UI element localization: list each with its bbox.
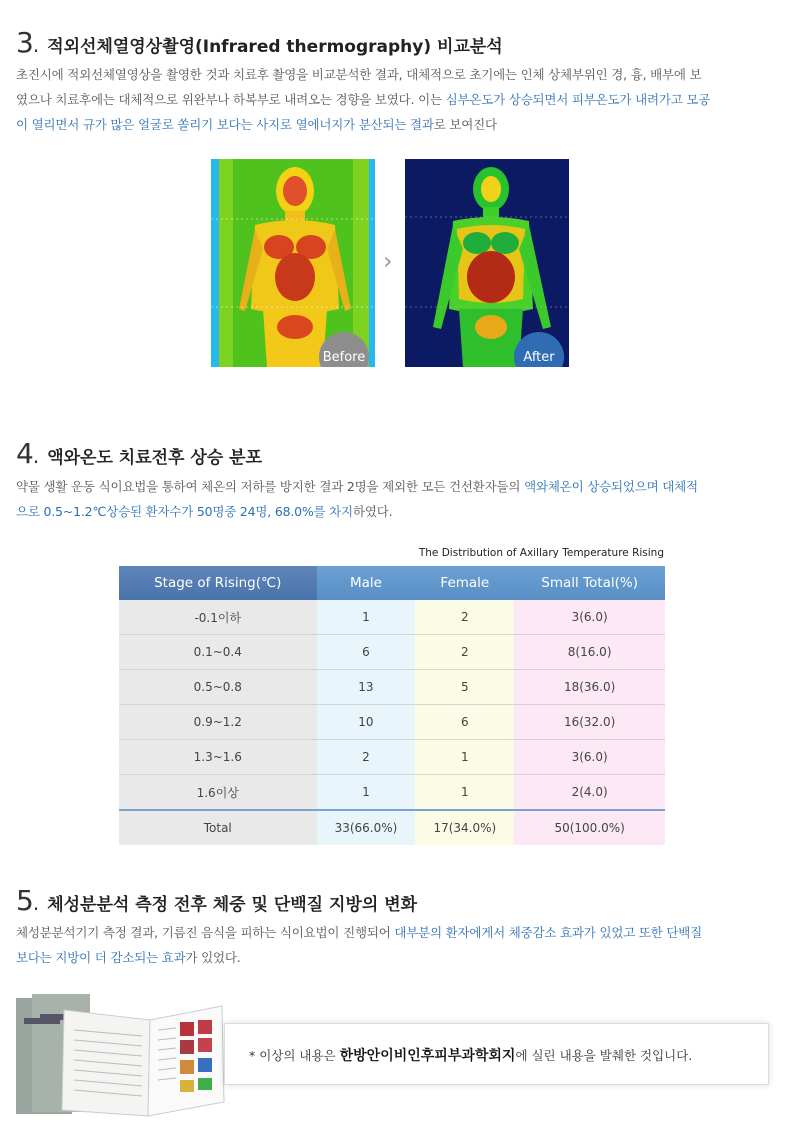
table-total-row (119, 810, 665, 845)
axillary-temperature-table (119, 566, 665, 845)
table-cell: 33(66.0%) (317, 810, 416, 845)
source-note (249, 1045, 692, 1065)
text-span: 약물 생활 운동 식이요법을 통하여 체온의 저하를 방지한 결과 2명을 제외한 모든 건선환자들의 (16, 479, 525, 494)
table-cell: 2 (415, 600, 514, 635)
section-number: 3 (16, 26, 33, 59)
section-dot: . (32, 444, 40, 468)
paragraph-line (16, 112, 771, 137)
paragraph-line (16, 920, 771, 945)
table-cell: Total (119, 810, 317, 845)
text-span: 가 있었다. (185, 950, 241, 965)
section-dot: . (32, 33, 40, 57)
table-cell: 2 (317, 740, 416, 775)
section-heading: 적외선체열영상촬영(Infrared thermography) 비교분석 (47, 37, 503, 57)
before-badge: Before (319, 332, 369, 367)
table-cell: 0.1~0.4 (119, 635, 317, 670)
section-5-title (16, 884, 417, 917)
paragraph-line: 초진시에 적외선체열영상을 촬영한 것과 치료후 촬영을 비교분석한 결과, 대체적으로 초기에는 인체 상체부위인 경, 흉, 배부에 보 (16, 67, 702, 82)
table-cell: 13 (317, 670, 416, 705)
column-header: Small Total(%) (514, 566, 665, 600)
paragraph-line (16, 945, 771, 970)
thermogram-after (405, 159, 569, 367)
table-cell: 1 (317, 600, 416, 635)
chevron-right-icon: › (383, 247, 393, 275)
table-row (119, 635, 665, 670)
table-cell: 18(36.0) (514, 670, 665, 705)
highlight-text: 으로 0.5~1.2℃상승된 환자수가 50명중 24명, 68.0%를 차지 (16, 504, 353, 519)
text-span: 에 실린 내용을 발췌한 것입니다. (515, 1048, 693, 1063)
table-cell: 16(32.0) (514, 705, 665, 740)
section-3-title (16, 26, 503, 59)
paragraph-line (16, 87, 771, 112)
table-cell: 10 (317, 705, 416, 740)
column-header: Female (415, 566, 514, 600)
table-cell: 1.6이상 (119, 775, 317, 811)
table-cell: 17(34.0%) (415, 810, 514, 845)
section-number: 5 (16, 884, 33, 917)
text-span: 로 보여진다 (433, 117, 497, 132)
table-cell: 1 (415, 740, 514, 775)
text-span: 였으나 치료후에는 대체적으로 위완부나 하복부로 내려오는 경향을 보였다. 이는 (16, 92, 446, 107)
table-row (119, 740, 665, 775)
table-caption: The Distribution of Axillary Temperature Rising (418, 547, 664, 559)
table-row (119, 600, 665, 635)
after-badge: After (514, 332, 564, 367)
highlight-text: 이 열리면서 규가 많은 얼굴로 쏠리기 보다는 사지로 열에너지가 분산되는 결과 (16, 117, 434, 132)
paragraph-line (16, 474, 771, 499)
table-cell: 6 (317, 635, 416, 670)
table-cell: 3(6.0) (514, 740, 665, 775)
highlight-text: 액와체온이 상승되었으며 대체적 (524, 479, 698, 494)
table-cell: 6 (415, 705, 514, 740)
text-span: * 이상의 내용은 (249, 1048, 340, 1063)
table-cell: 5 (415, 670, 514, 705)
section-heading: 액와온도 치료전후 상승 분포 (47, 448, 263, 468)
table-cell: 0.9~1.2 (119, 705, 317, 740)
highlight-text: 보다는 지방이 더 감소되는 효과 (16, 950, 186, 965)
table-cell: 3(6.0) (514, 600, 665, 635)
section-4-title (16, 437, 262, 470)
column-header: Male (317, 566, 416, 600)
source-note-box (224, 1023, 769, 1085)
section-dot: . (32, 891, 40, 915)
table-row (119, 705, 665, 740)
section-5-paragraph (16, 920, 771, 970)
section-number: 4 (16, 437, 33, 470)
table-cell: 2 (415, 635, 514, 670)
journal-name: 한방안이비인후피부과학회지 (339, 1048, 516, 1064)
highlight-text: 대부분의 환자에게서 체중감소 효과가 있었고 또한 단백질 (394, 925, 702, 940)
thermogram-before (211, 159, 375, 367)
table-cell: 8(16.0) (514, 635, 665, 670)
text-span: 체성분분석기기 측정 결과, 기름진 음식을 피하는 식이요법이 진행되어 (16, 925, 395, 940)
table-cell: 0.5~0.8 (119, 670, 317, 705)
section-4-paragraph (16, 474, 771, 524)
table-cell: -0.1이하 (119, 600, 317, 635)
table-cell: 1 (317, 775, 416, 811)
table-cell: 50(100.0%) (514, 810, 665, 845)
table-cell: 2(4.0) (514, 775, 665, 811)
text-span: 하였다. (352, 504, 393, 519)
table-cell: 1 (415, 775, 514, 811)
table-row (119, 670, 665, 705)
highlight-text: 심부온도가 상승되면서 피부온도가 내려가고 모공 (445, 92, 711, 107)
journal-image (14, 990, 226, 1122)
table-cell: 1.3~1.6 (119, 740, 317, 775)
table-row (119, 775, 665, 811)
column-header: Stage of Rising(℃) (119, 566, 317, 600)
paragraph-line (16, 499, 771, 524)
section-3-paragraph (16, 62, 771, 137)
table-header-row (119, 566, 665, 600)
section-heading: 체성분분석 측정 전후 체중 및 단백질 지방의 변화 (47, 895, 418, 915)
